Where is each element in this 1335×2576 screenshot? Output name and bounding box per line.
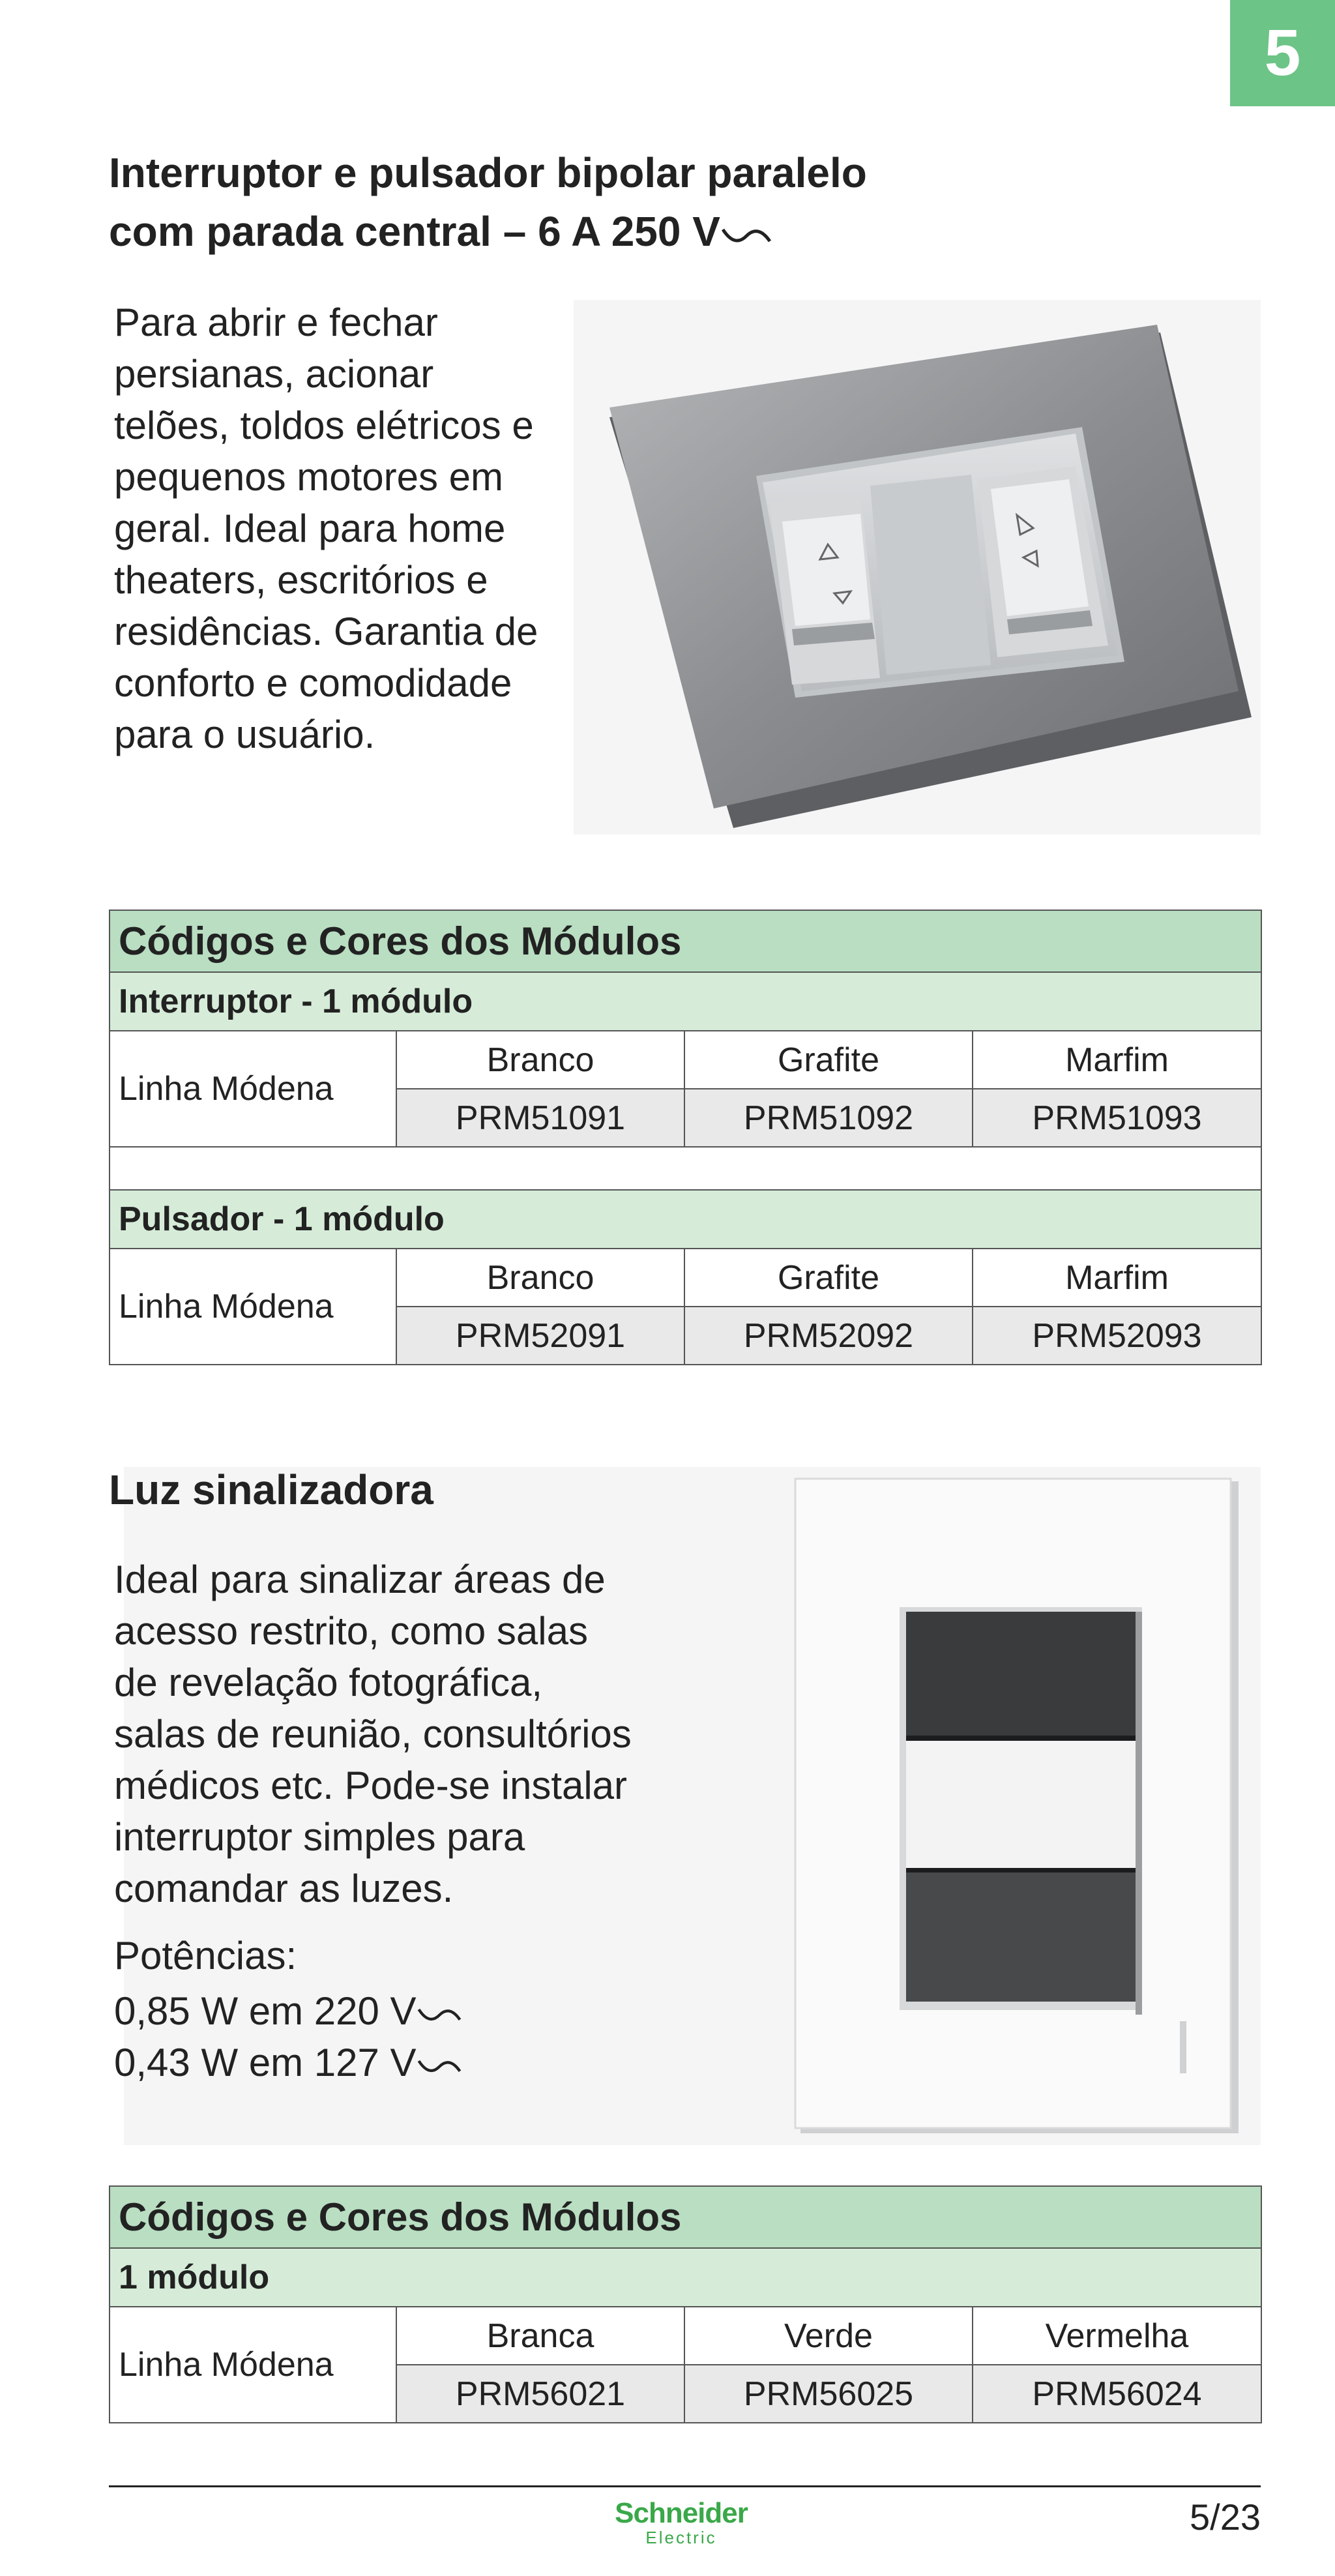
desc-line: acesso restrito, como salas — [114, 1609, 588, 1653]
desc-line: conforto e comodidade — [114, 661, 512, 705]
table-subheader: 1 módulo — [110, 2248, 1261, 2307]
section2-codes-table — [109, 2185, 1262, 2423]
code-cell: PRM56021 — [396, 2365, 684, 2423]
desc-line: geral. Ideal para home — [114, 507, 506, 550]
color-cell: Branca — [396, 2307, 684, 2365]
logo-sub: Electric — [645, 2528, 717, 2547]
color-cell: Verde — [684, 2307, 973, 2365]
desc-line: Ideal para sinalizar áreas de — [114, 1558, 606, 1601]
color-cell: Marfim — [973, 1249, 1261, 1307]
footer-divider — [109, 2485, 1261, 2487]
section1-title-line2: com parada central – 6 A 250 V — [109, 208, 720, 255]
power-value: 0,43 W em 127 V — [114, 2041, 417, 2084]
table-header: Códigos e Cores dos Módulos — [110, 910, 1261, 972]
desc-line: pequenos motores em — [114, 455, 504, 499]
power-value: 0,85 W em 220 V — [114, 1989, 417, 2033]
code-cell: PRM52093 — [973, 1307, 1261, 1365]
desc-line: interruptor simples para — [114, 1815, 525, 1859]
desc-line: médicos etc. Pode-se instalar — [114, 1764, 628, 1807]
section2-title: Luz sinalizadora — [109, 1466, 433, 1513]
color-cell: Grafite — [684, 1249, 973, 1307]
table-row — [110, 1249, 1261, 1307]
desc-line: comandar as luzes. — [114, 1867, 454, 1910]
ac-tilde-icon — [720, 222, 772, 248]
color-cell: Grafite — [684, 1031, 973, 1089]
code-cell: PRM56025 — [684, 2365, 973, 2423]
section1-codes-table — [109, 910, 1262, 1365]
color-cell: Vermelha — [973, 2307, 1261, 2365]
line-cell: Linha Módena — [110, 1249, 396, 1365]
logo-brand: Schneider — [615, 2497, 748, 2529]
power-values — [114, 1985, 462, 2088]
table-subheader: Interruptor - 1 módulo — [110, 972, 1261, 1031]
schneider-electric-logo — [603, 2498, 759, 2547]
color-cell: Marfim — [973, 1031, 1261, 1089]
table-row — [110, 1031, 1261, 1089]
code-cell: PRM56024 — [973, 2365, 1261, 2423]
desc-line: residências. Garantia de — [114, 610, 538, 653]
color-cell: Branco — [396, 1249, 684, 1307]
page-number: 5/23 — [1190, 2496, 1261, 2538]
chapter-tab: 5 — [1230, 0, 1335, 106]
desc-line: telões, toldos elétricos e — [114, 404, 534, 447]
code-cell: PRM51092 — [684, 1089, 973, 1147]
desc-line: de revelação fotográfica, — [114, 1661, 543, 1704]
indicator-light-image — [789, 1473, 1245, 2139]
power-label: Potências: — [114, 1934, 297, 1977]
table-header: Códigos e Cores dos Módulos — [110, 2186, 1261, 2248]
table-row — [110, 2307, 1261, 2365]
section1-title-line1: Interruptor e pulsador bipolar paralelo — [109, 149, 867, 196]
desc-line: para o usuário. — [114, 713, 375, 756]
desc-line: Para abrir e fechar — [114, 301, 438, 344]
code-cell: PRM51093 — [973, 1089, 1261, 1147]
color-cell: Branco — [396, 1031, 684, 1089]
code-cell: PRM52092 — [684, 1307, 973, 1365]
desc-line: persianas, acionar — [114, 352, 434, 396]
switch-plate-image — [574, 300, 1261, 835]
line-cell: Linha Módena — [110, 2307, 396, 2423]
table-subheader: Pulsador - 1 módulo — [110, 1190, 1261, 1249]
section1-description — [114, 297, 538, 760]
ac-tilde-icon — [417, 2054, 462, 2077]
section2-description — [114, 1554, 632, 1914]
section1-title — [109, 143, 867, 261]
table-spacer — [110, 1147, 1261, 1190]
code-cell: PRM51091 — [396, 1089, 684, 1147]
ac-tilde-icon — [417, 2002, 462, 2026]
line-cell: Linha Módena — [110, 1031, 396, 1147]
code-cell: PRM52091 — [396, 1307, 684, 1365]
desc-line: theaters, escritórios e — [114, 558, 488, 602]
desc-line: salas de reunião, consultórios — [114, 1712, 632, 1756]
